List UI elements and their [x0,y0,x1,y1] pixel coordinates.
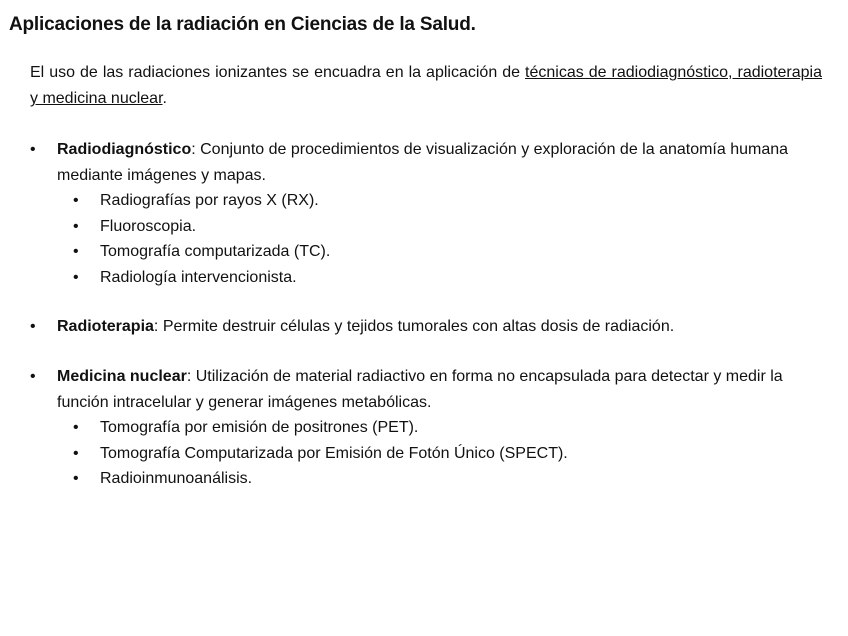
bullet-marker: • [30,141,36,158]
intro-text-before: El uso de las radiaciones ionizantes se encuadra en la aplicación de [30,64,526,81]
list-item [30,441,820,467]
list-item-text: Tomografía Computarizada por Emisión de Fotón Único (SPECT). [100,444,568,462]
sub-bullet-marker: • [73,217,79,235]
definition-radioterapia: : Permite destruir células y tejidos tumorales con altas dosis de radiación. [153,318,675,335]
term-radiodiagnostico: Radiodiagnóstico [57,141,192,158]
list-item-text: Radioinmunoanálisis. [100,470,253,487]
section-medicina-nuclear [30,364,820,492]
list-item [30,214,820,240]
term-radioterapia: Radioterapia [57,318,154,335]
definition-radiodiagnostico: : Conjunto de procedimientos de visualización y exploración de la anatomía humana mediante imágenes y mapas. [57,141,789,184]
list-item-text: Radiografías por rayos X (RX). [100,192,319,209]
medicina-nuclear-items [30,415,820,492]
sub-bullet-marker: • [73,419,79,436]
definition-medicina-nuclear: : Utilización de material radiactivo en forma no encapsulada para detectar y medir la función intracelular y generar imágenes metabólicas. [57,368,783,411]
list-item-text: Tomografía por emisión de positrones (PET). [100,419,419,436]
intro-paragraph [30,60,822,112]
term-medicina-nuclear: Medicina nuclear [57,368,187,385]
sub-bullet-marker: • [73,268,79,286]
sub-bullet-marker: • [73,243,79,260]
list-item [30,265,820,291]
radiodiagnostico-items [30,188,820,290]
bullet-marker: • [30,368,36,385]
section-radiodiagnostico [30,137,820,290]
intro-underlined-techniques: técnicas de radiodiagnóstico, radioterapia y medicina nuclear [30,64,823,107]
list-item-text: Tomografía computarizada (TC). [100,243,331,260]
bullet-medicina-nuclear [30,364,820,415]
intro-text-after: . [162,90,167,107]
sub-bullet-marker: • [73,444,79,462]
list-item [30,239,820,265]
list-item [30,466,820,492]
sub-bullet-marker: • [73,470,79,487]
slide-title: Aplicaciones de la radiación en Ciencias de la Salud. [9,14,476,35]
bullet-marker: • [30,318,36,335]
list-item [30,415,820,441]
bullet-radiodiagnostico [30,137,820,188]
section-radioterapia [30,314,820,340]
list-item-text: Radiología intervencionista. [100,268,297,286]
list-item [30,188,820,214]
sub-bullet-marker: • [73,192,79,209]
list-item-text: Fluoroscopia. [100,217,197,235]
bullet-radioterapia [30,314,820,340]
